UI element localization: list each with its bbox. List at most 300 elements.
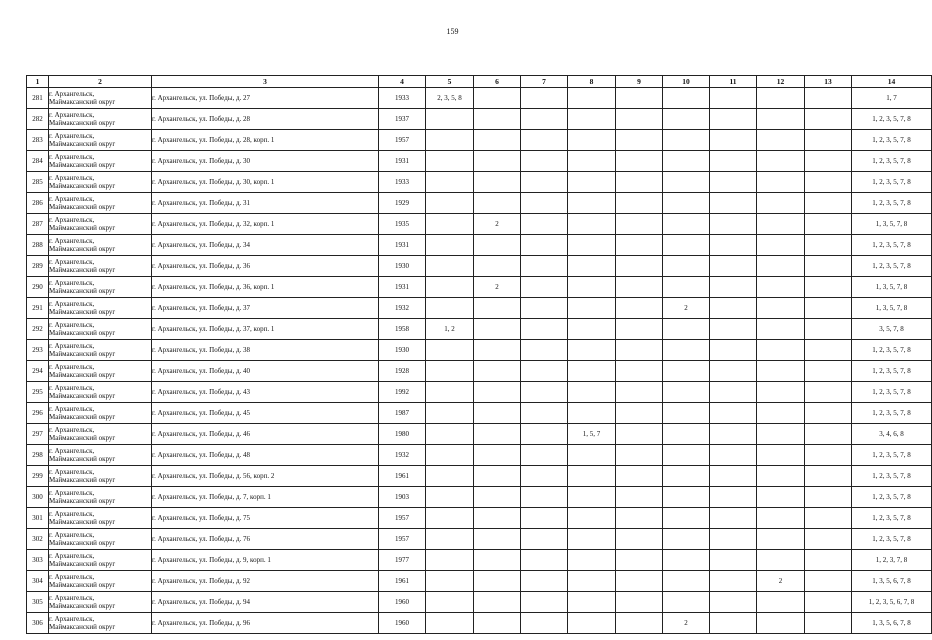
col7-cell (521, 214, 568, 235)
col7-cell (521, 256, 568, 277)
address-cell: г. Архангельск, ул. Победы, д. 28 (152, 109, 379, 130)
year-cell: 1932 (379, 445, 426, 466)
district-cell: г. Архангельск, Маймаксанский округ (49, 592, 152, 613)
col11-cell (710, 508, 757, 529)
col12-cell (757, 466, 805, 487)
row-number: 293 (27, 340, 49, 361)
col10-cell (663, 445, 710, 466)
col9-cell (616, 88, 663, 109)
col8-cell (568, 403, 616, 424)
table-row (27, 235, 932, 256)
col8-cell (568, 277, 616, 298)
table-row (27, 445, 932, 466)
col12-cell (757, 130, 805, 151)
district-cell: г. Архангельск, Маймаксанский округ (49, 550, 152, 571)
page-number: 159 (446, 27, 459, 36)
col5-cell (426, 445, 474, 466)
col7-cell (521, 277, 568, 298)
col7-cell (521, 571, 568, 592)
col8-cell (568, 382, 616, 403)
col8-cell (568, 109, 616, 130)
col7-cell (521, 235, 568, 256)
col13-cell (805, 466, 852, 487)
col12-cell (757, 256, 805, 277)
address-cell: г. Архангельск, ул. Победы, д. 38 (152, 340, 379, 361)
col10-cell (663, 172, 710, 193)
address-cell: г. Архангельск, ул. Победы, д. 32, корп. 1 (152, 214, 379, 235)
col8-cell (568, 151, 616, 172)
col14-cell: 1, 2, 3, 5, 7, 8 (852, 445, 932, 466)
col5-cell: 1, 2 (426, 319, 474, 340)
col10-cell (663, 319, 710, 340)
row-number: 303 (27, 550, 49, 571)
year-cell: 1987 (379, 403, 426, 424)
district-cell: г. Архангельск, Маймаксанский округ (49, 277, 152, 298)
row-number: 297 (27, 424, 49, 445)
district-cell: г. Архангельск, Маймаксанский округ (49, 571, 152, 592)
year-cell: 1961 (379, 466, 426, 487)
year-cell: 1933 (379, 172, 426, 193)
row-number: 284 (27, 151, 49, 172)
col11-cell (710, 613, 757, 634)
col7-cell (521, 613, 568, 634)
col5-cell (426, 592, 474, 613)
year-cell: 1935 (379, 214, 426, 235)
year-cell: 1958 (379, 319, 426, 340)
table-row (27, 319, 932, 340)
col13-cell (805, 487, 852, 508)
col5-cell (426, 151, 474, 172)
col7-cell (521, 592, 568, 613)
year-cell: 1961 (379, 571, 426, 592)
table-row (27, 172, 932, 193)
table-row (27, 487, 932, 508)
col6-cell (474, 130, 521, 151)
col5-cell (426, 466, 474, 487)
col12-cell (757, 592, 805, 613)
col14-cell: 1, 2, 3, 5, 7, 8 (852, 109, 932, 130)
col10-cell (663, 109, 710, 130)
district-cell: г. Архангельск, Маймаксанский округ (49, 529, 152, 550)
col14-cell: 1, 2, 3, 5, 7, 8 (852, 151, 932, 172)
col14-cell: 1, 2, 3, 5, 7, 8 (852, 172, 932, 193)
district-cell: г. Архангельск, Маймаксанский округ (49, 445, 152, 466)
row-number: 282 (27, 109, 49, 130)
column-header-3: 3 (152, 76, 379, 88)
col14-cell: 1, 2, 3, 5, 7, 8 (852, 235, 932, 256)
col7-cell (521, 109, 568, 130)
address-cell: г. Архангельск, ул. Победы, д. 37, корп. 1 (152, 319, 379, 340)
col13-cell (805, 529, 852, 550)
column-header-6: 6 (474, 76, 521, 88)
col5-cell (426, 214, 474, 235)
col8-cell (568, 445, 616, 466)
col11-cell (710, 172, 757, 193)
col7-cell (521, 529, 568, 550)
col12-cell (757, 340, 805, 361)
year-cell: 1903 (379, 487, 426, 508)
col7-cell (521, 151, 568, 172)
column-header-5: 5 (426, 76, 474, 88)
col6-cell (474, 466, 521, 487)
col13-cell (805, 193, 852, 214)
col6-cell (474, 172, 521, 193)
column-header-10: 10 (663, 76, 710, 88)
col9-cell (616, 466, 663, 487)
address-cell: г. Архангельск, ул. Победы, д. 37 (152, 298, 379, 319)
col8-cell (568, 298, 616, 319)
col13-cell (805, 151, 852, 172)
col8-cell (568, 466, 616, 487)
col11-cell (710, 151, 757, 172)
col7-cell (521, 193, 568, 214)
address-cell: г. Архангельск, ул. Победы, д. 36, корп. 1 (152, 277, 379, 298)
row-number: 302 (27, 529, 49, 550)
table-row (27, 529, 932, 550)
col5-cell (426, 130, 474, 151)
row-number: 295 (27, 382, 49, 403)
col12-cell (757, 487, 805, 508)
col9-cell (616, 445, 663, 466)
district-cell: г. Архангельск, Маймаксанский округ (49, 613, 152, 634)
col13-cell (805, 298, 852, 319)
address-cell: г. Архангельск, ул. Победы, д. 75 (152, 508, 379, 529)
col8-cell (568, 613, 616, 634)
address-cell: г. Архангельск, ул. Победы, д. 92 (152, 571, 379, 592)
col6-cell (474, 550, 521, 571)
col13-cell (805, 319, 852, 340)
col6-cell (474, 151, 521, 172)
col5-cell (426, 508, 474, 529)
col6-cell (474, 319, 521, 340)
col5-cell (426, 277, 474, 298)
col12-cell (757, 151, 805, 172)
col9-cell (616, 550, 663, 571)
col6-cell (474, 382, 521, 403)
year-cell: 1937 (379, 109, 426, 130)
col9-cell (616, 109, 663, 130)
col10-cell (663, 403, 710, 424)
col9-cell (616, 172, 663, 193)
col8-cell (568, 529, 616, 550)
col14-cell: 1, 3, 5, 6, 7, 8 (852, 613, 932, 634)
col14-cell: 1, 2, 3, 5, 7, 8 (852, 130, 932, 151)
col14-cell: 1, 2, 3, 5, 7, 8 (852, 403, 932, 424)
col6-cell (474, 529, 521, 550)
year-cell: 1957 (379, 130, 426, 151)
col7-cell (521, 403, 568, 424)
col11-cell (710, 130, 757, 151)
address-cell: г. Архангельск, ул. Победы, д. 40 (152, 361, 379, 382)
col13-cell (805, 508, 852, 529)
col9-cell (616, 277, 663, 298)
table-row (27, 256, 932, 277)
col11-cell (710, 109, 757, 130)
col14-cell: 1, 2, 3, 5, 7, 8 (852, 466, 932, 487)
table-row (27, 340, 932, 361)
col7-cell (521, 445, 568, 466)
col6-cell (474, 109, 521, 130)
col14-cell: 1, 3, 5, 7, 8 (852, 277, 932, 298)
col14-cell: 3, 4, 6, 8 (852, 424, 932, 445)
district-cell: г. Архангельск, Маймаксанский округ (49, 340, 152, 361)
table-row (27, 214, 932, 235)
col11-cell (710, 361, 757, 382)
col12-cell (757, 508, 805, 529)
row-number: 286 (27, 193, 49, 214)
address-cell: г. Архангельск, ул. Победы, д. 36 (152, 256, 379, 277)
address-cell: г. Архангельск, ул. Победы, д. 7, корп. 1 (152, 487, 379, 508)
col12-cell (757, 424, 805, 445)
col5-cell (426, 487, 474, 508)
col13-cell (805, 382, 852, 403)
col11-cell (710, 256, 757, 277)
col13-cell (805, 403, 852, 424)
col13-cell (805, 424, 852, 445)
col12-cell (757, 298, 805, 319)
col9-cell (616, 361, 663, 382)
col13-cell (805, 571, 852, 592)
col6-cell (474, 298, 521, 319)
col6-cell (474, 613, 521, 634)
col7-cell (521, 298, 568, 319)
address-cell: г. Архангельск, ул. Победы, д. 9, корп. 1 (152, 550, 379, 571)
column-header-13: 13 (805, 76, 852, 88)
col9-cell (616, 508, 663, 529)
col8-cell (568, 172, 616, 193)
col7-cell (521, 88, 568, 109)
year-cell: 1980 (379, 424, 426, 445)
address-cell: г. Архангельск, ул. Победы, д. 31 (152, 193, 379, 214)
col8-cell (568, 256, 616, 277)
col10-cell (663, 130, 710, 151)
address-cell: г. Архангельск, ул. Победы, д. 27 (152, 88, 379, 109)
col11-cell (710, 466, 757, 487)
col5-cell (426, 235, 474, 256)
col12-cell (757, 235, 805, 256)
col10-cell (663, 361, 710, 382)
col9-cell (616, 424, 663, 445)
col6-cell (474, 361, 521, 382)
year-cell: 1957 (379, 508, 426, 529)
col12-cell (757, 529, 805, 550)
row-number: 285 (27, 172, 49, 193)
col5-cell (426, 403, 474, 424)
col14-cell: 1, 2, 3, 5, 7, 8 (852, 508, 932, 529)
col9-cell (616, 130, 663, 151)
col9-cell (616, 613, 663, 634)
col14-cell: 1, 2, 3, 5, 6, 7, 8 (852, 592, 932, 613)
row-number: 288 (27, 235, 49, 256)
district-cell: г. Архангельск, Маймаксанский округ (49, 298, 152, 319)
col13-cell (805, 340, 852, 361)
col12-cell (757, 319, 805, 340)
col10-cell (663, 277, 710, 298)
district-cell: г. Архангельск, Маймаксанский округ (49, 361, 152, 382)
col6-cell (474, 193, 521, 214)
col5-cell (426, 340, 474, 361)
col9-cell (616, 298, 663, 319)
col9-cell (616, 151, 663, 172)
col6-cell (474, 340, 521, 361)
col14-cell: 1, 3, 5, 7, 8 (852, 214, 932, 235)
row-number: 291 (27, 298, 49, 319)
col13-cell (805, 214, 852, 235)
col13-cell (805, 130, 852, 151)
col11-cell (710, 340, 757, 361)
address-cell: г. Архангельск, ул. Победы, д. 34 (152, 235, 379, 256)
row-number: 292 (27, 319, 49, 340)
col13-cell (805, 109, 852, 130)
col13-cell (805, 256, 852, 277)
col11-cell (710, 319, 757, 340)
district-cell: г. Архангельск, Маймаксанский округ (49, 508, 152, 529)
col9-cell (616, 256, 663, 277)
col6-cell: 2 (474, 214, 521, 235)
col6-cell (474, 403, 521, 424)
column-header-8: 8 (568, 76, 616, 88)
district-cell: г. Архангельск, Маймаксанский округ (49, 487, 152, 508)
row-number: 300 (27, 487, 49, 508)
col13-cell (805, 88, 852, 109)
col6-cell: 2 (474, 277, 521, 298)
col12-cell (757, 613, 805, 634)
col7-cell (521, 130, 568, 151)
col5-cell (426, 361, 474, 382)
col12-cell (757, 445, 805, 466)
district-cell: г. Архангельск, Маймаксанский округ (49, 172, 152, 193)
address-cell: г. Архангельск, ул. Победы, д. 46 (152, 424, 379, 445)
col12-cell (757, 88, 805, 109)
row-number: 289 (27, 256, 49, 277)
district-cell: г. Архангельск, Маймаксанский округ (49, 319, 152, 340)
table-row (27, 571, 932, 592)
table-row (27, 193, 932, 214)
col9-cell (616, 193, 663, 214)
table-row (27, 403, 932, 424)
col5-cell (426, 529, 474, 550)
col11-cell (710, 529, 757, 550)
year-cell: 1932 (379, 298, 426, 319)
col6-cell (474, 487, 521, 508)
address-cell: г. Архангельск, ул. Победы, д. 30 (152, 151, 379, 172)
col13-cell (805, 613, 852, 634)
col5-cell (426, 109, 474, 130)
row-number: 281 (27, 88, 49, 109)
col5-cell: 2, 3, 5, 8 (426, 88, 474, 109)
table-row (27, 424, 932, 445)
row-number: 304 (27, 571, 49, 592)
district-cell: г. Архангельск, Маймаксанский округ (49, 109, 152, 130)
col14-cell: 1, 2, 3, 7, 8 (852, 550, 932, 571)
row-number: 296 (27, 403, 49, 424)
col11-cell (710, 382, 757, 403)
column-header-11: 11 (710, 76, 757, 88)
col9-cell (616, 382, 663, 403)
row-number: 290 (27, 277, 49, 298)
col10-cell (663, 424, 710, 445)
col14-cell: 1, 2, 3, 5, 7, 8 (852, 340, 932, 361)
col13-cell (805, 445, 852, 466)
col10-cell (663, 592, 710, 613)
column-header-9: 9 (616, 76, 663, 88)
table-row (27, 592, 932, 613)
col8-cell (568, 319, 616, 340)
year-cell: 1933 (379, 88, 426, 109)
col11-cell (710, 277, 757, 298)
col14-cell: 1, 7 (852, 88, 932, 109)
district-cell: г. Архангельск, Маймаксанский округ (49, 151, 152, 172)
col8-cell (568, 193, 616, 214)
table-header-row (27, 76, 932, 88)
col9-cell (616, 529, 663, 550)
col11-cell (710, 424, 757, 445)
col14-cell: 1, 2, 3, 5, 7, 8 (852, 382, 932, 403)
table-row (27, 88, 932, 109)
col11-cell (710, 571, 757, 592)
table-row (27, 130, 932, 151)
col7-cell (521, 172, 568, 193)
address-cell: г. Архангельск, ул. Победы, д. 43 (152, 382, 379, 403)
col12-cell (757, 550, 805, 571)
col12-cell (757, 109, 805, 130)
col10-cell (663, 214, 710, 235)
col14-cell: 1, 2, 3, 5, 7, 8 (852, 193, 932, 214)
table-row (27, 109, 932, 130)
col9-cell (616, 235, 663, 256)
col5-cell (426, 424, 474, 445)
district-cell: г. Архангельск, Маймаксанский округ (49, 466, 152, 487)
col9-cell (616, 403, 663, 424)
col12-cell (757, 361, 805, 382)
col9-cell (616, 214, 663, 235)
address-cell: г. Архангельск, ул. Победы, д. 96 (152, 613, 379, 634)
col8-cell (568, 214, 616, 235)
col7-cell (521, 487, 568, 508)
col6-cell (474, 424, 521, 445)
col6-cell (474, 571, 521, 592)
col10-cell (663, 529, 710, 550)
row-number: 299 (27, 466, 49, 487)
col8-cell (568, 130, 616, 151)
row-number: 305 (27, 592, 49, 613)
col6-cell (474, 445, 521, 466)
row-number: 283 (27, 130, 49, 151)
district-cell: г. Архангельск, Маймаксанский округ (49, 193, 152, 214)
col10-cell (663, 151, 710, 172)
col7-cell (521, 550, 568, 571)
col11-cell (710, 550, 757, 571)
year-cell: 1931 (379, 235, 426, 256)
col14-cell: 1, 3, 5, 6, 7, 8 (852, 571, 932, 592)
district-cell: г. Архангельск, Маймаксанский округ (49, 235, 152, 256)
address-cell: г. Архангельск, ул. Победы, д. 45 (152, 403, 379, 424)
col7-cell (521, 382, 568, 403)
col9-cell (616, 592, 663, 613)
column-header-7: 7 (521, 76, 568, 88)
year-cell: 1960 (379, 592, 426, 613)
year-cell: 1977 (379, 550, 426, 571)
col10-cell: 2 (663, 298, 710, 319)
col12-cell (757, 172, 805, 193)
district-cell: г. Архангельск, Маймаксанский округ (49, 130, 152, 151)
col12-cell (757, 193, 805, 214)
col13-cell (805, 235, 852, 256)
col9-cell (616, 487, 663, 508)
table-row (27, 277, 932, 298)
col5-cell (426, 571, 474, 592)
col8-cell (568, 550, 616, 571)
